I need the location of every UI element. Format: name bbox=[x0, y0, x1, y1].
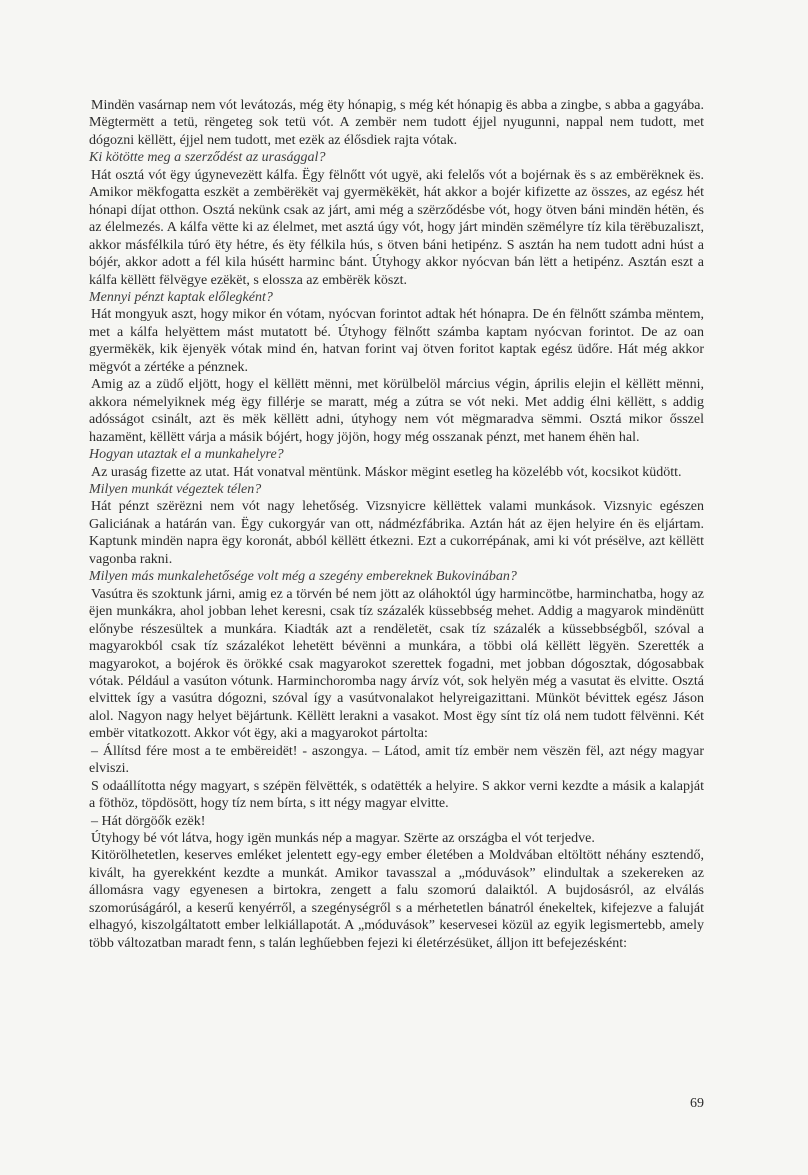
paragraph: Kitörölhetetlen, keserves emléket jelentett egy-egy ember életében a Moldvában eltöltött néhány esztendő, kivált, ha gyerekként kezdte a munkát. Amikor tavasszal a „móduvások” elindultak a szekereken az állomásra vagy egyenesen a birtokra, zengett a falu szomorú dalaiktól. A bujdosásról, az elválás szomorúságáról, a keserű kenyérről, a szegénységről s a mérhetetlen bánatról énekeltek, kifejezve a faluját elhagyó, kiszolgáltatott ember lelkiállapotát. A „móduvások” keservesei közül az egyik legismertebb, amely több változatban maradt fenn, s talán leghűebben fejezi ki életérzésüket, álljon itt befejezésként: bbox=[89, 848, 704, 951]
paragraph: Vasútra ës szoktunk járni, amig ez a törvén bé nem jött az oláhoktól úgy harmincötbe, harminchatba, hogy az ëjen munkákra, ahol jobban lehet keresni, csak tíz százalék küssebbség mehet. Addig a magyarok mindënütt előnybe részesültek a munkára. Kiadták azt a rendëletët, csak tíz százalék a küssebbségből, szóval a magyarokból csak tíz százalékot lehetëtt bévënni a munkára, a többi olá këllëtt lëgyën. Szerették a magyarokot, a bojérok ës örökké csak magyarokot szerettek fogadni, met jobban dógosztak, dógosabbak vótak. Például a vasúton vótunk. Harminchoromba nagy árvíz vót, sok helyën még a vasutat ës elvitte. Osztá elvittek így a vasútra dógozni, szóval így a vasútvonalakot helyreigazittani. Münköt bévittek egész Jáson alol. Nagyon nagy helyet bëjártunk. Këllëtt lerakni a vasakot. Most ëgy sínt tíz olá nem tudott fëlvënni. Két embër vitatkozott. Akkor vót ëgy, aki a magyarokot pártolta: bbox=[89, 586, 704, 742]
interview-question: Ki kötötte meg a szerződést az urasággal? bbox=[89, 150, 326, 166]
paragraph: Az uraság fizette az utat. Hát vonatval mëntünk. Máskor mëgint esetleg ha közelébb vót, kocsikot küdött. bbox=[91, 464, 682, 480]
paragraph: Mindën vasárnap nem vót levátozás, még ëty hónapig, s még két hónapig ës abba a zingbe, s abba a gagyába. Mëgtermëtt a tetü, rëngeteg sok tetü vót. A zembër nem tudott éjjel nyugunni, nappal nem tudott, met dógozni këllëtt, éjjel nem tudott, met ezëk az élősdiek rajta vótak. bbox=[89, 98, 704, 148]
interview-question: Mennyi pénzt kaptak előlegként? bbox=[89, 289, 273, 305]
interview-question: Milyen más munkalehetősége volt még a szegény embereknek Bukovinában? bbox=[89, 569, 517, 585]
paragraph: Hát pénzt szërëzni nem vót nagy lehetőség. Vizsnyicre këllëttek valami munkások. Vizsnyic egészen Galiciának a határán van. Ëgy cukorgyár van ott, nádmézfábrika. Aztán hát az ëjen helyire én ës eljártam. Kaptunk mindën napra ëgy koronát, abból këllëtt étkezni. Ezt a cukorrépának, ami ki vót présëlve, azt këllëtt vagonba rakni. bbox=[89, 499, 704, 567]
interview-question: Hogyan utaztak el a munkahelyre? bbox=[89, 447, 284, 463]
paragraph: S odaállította négy magyart, s szépën fëlvëtték, s odatëtték a helyire. S akkor verni kezdte a másik a kalapját a föthöz, töpdösött, hogy tíz nem bírta, s itt négy magyar elvitte. bbox=[89, 778, 704, 812]
paragraph: Hát osztá vót ëgy úgynevezëtt kálfa. Ëgy fëlnőtt vót ugyë, aki felelős vót a bojérnak ës s az embërëknek ës. Amikor mëkfogatta eszkët a zembërëkët vaj gyermëkëkët, hát akkor a bojér kifizette az összes, az egész hét hónapi díjat otthon. Osztá nekünk csak az járt, ami még a szërződésbe vót, hogy ötven báni mindën hétën, és az élelmezés. A kálfa vëtte ki az élelmet, met asztá úgy vót, hogy járt mindën szëmélyre tíz kila tërëbuzaliszt, akkor másfélkila túró ëty hétre, és ëty félkila hús, s ötven báni hetipénz. S asztán ha nem tudott adni húst a bójér, akkor adott a fél kila húsétt harminc bánt. Útyhogy akkor nyócvan bán lëtt a hetipénz. Asztán eszt a kálfa këllëtt fëlvëgye ezëkët, s elossza az embërëk köszt. bbox=[89, 167, 704, 288]
page-body bbox=[89, 97, 704, 952]
paragraph: Amig az a züdő eljött, hogy el këllëtt mënni, met körülbelöl március végin, április elejin el këllëtt mënni, akkora némelyiknek még ëgy fillérje se maratt, még a zútra se vót neki. Met addig élni këllëtt, s addig adósságot csinált, azt ës mëk këllëtt adni, útyhogy nem vót mëgmaradva sëmmi. Osztá mikor ősszel hazamënt, këllëtt várja a másik bójért, hogy jöjön, hogy még osszanak pénzt, met hanem éhën hal. bbox=[89, 377, 704, 445]
paragraph: Hát mongyuk aszt, hogy mikor én vótam, nyócvan forintot adtak hét hónapra. De én fëlnőtt számba mëntem, met a kálfa helyëttem mást mutatott bé. Útyhogy fëlnőtt számba kaptam nyócvan forintot. De az oan gyermëkëk, kik ëjenyëk vótak mind én, hatvan forint vaj ötven foritot kaptak egész üdőre. Hát még akkor mëgvót a zértéke a pénznek. bbox=[89, 307, 704, 375]
paragraph: Útyhogy bé vót látva, hogy igën munkás nép a magyar. Szërte az országba el vót terjedve. bbox=[91, 831, 595, 847]
interview-question: Milyen munkát végeztek télen? bbox=[89, 481, 262, 497]
paragraph: – Hát dörgöők ezëk! bbox=[91, 813, 206, 829]
paragraph: – Állítsd fére most a te embëreidët! - aszongya. – Látod, amit tíz embër nem vëszën fël, azt négy magyar elviszi. bbox=[89, 743, 704, 777]
page-number: 69 bbox=[690, 1096, 704, 1111]
